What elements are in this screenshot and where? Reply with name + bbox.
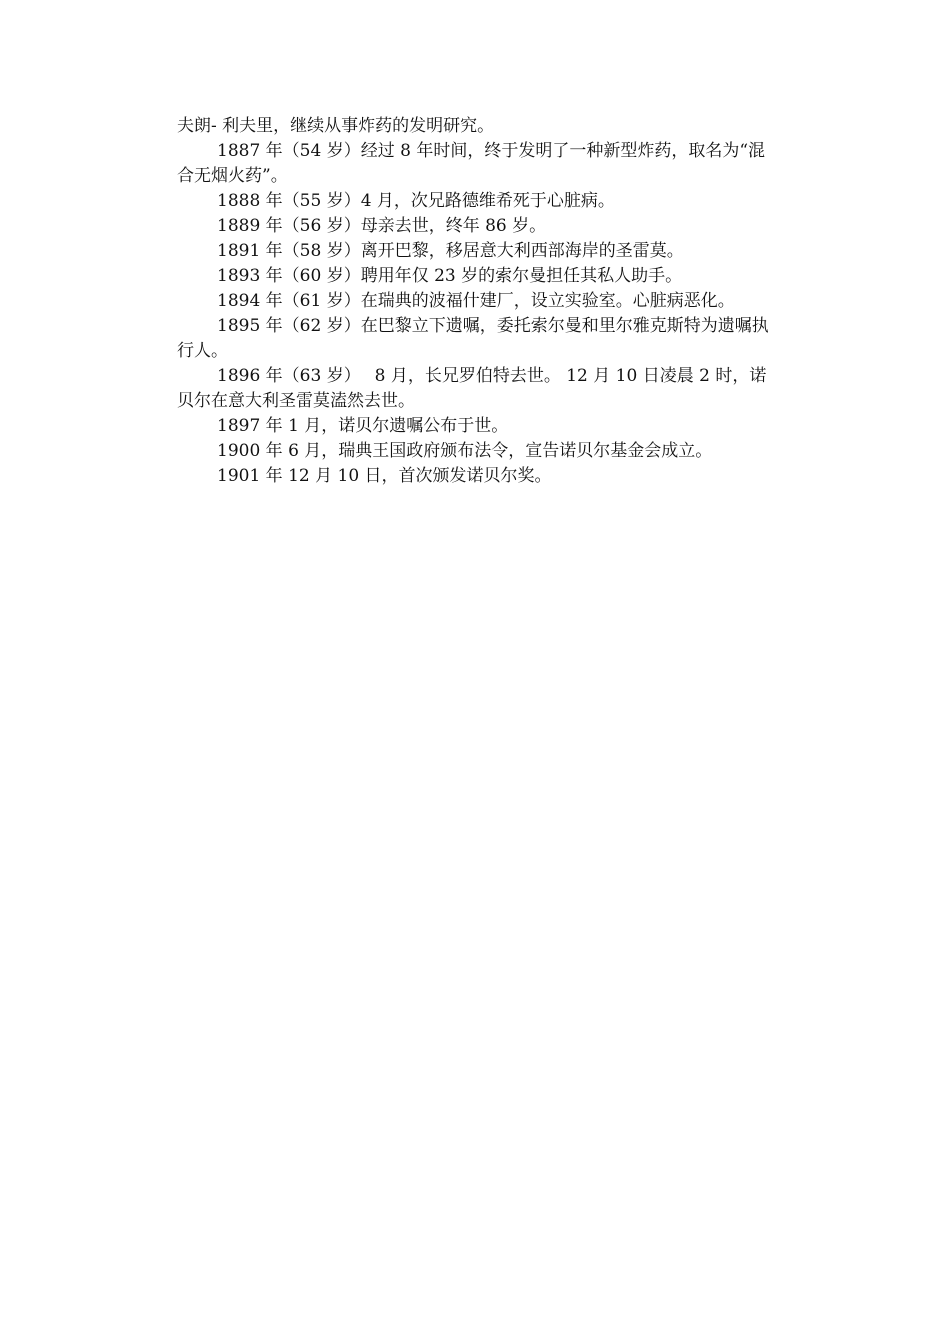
timeline-entry-1887: 1887 年（54 岁）经过 8 年时间，终于发明了一种新型炸药，取名为“混合无烟火药”。 [177, 141, 766, 186]
timeline-entry-1888: 1888 年（55 岁）4 月，次兄路德维希死于心脏病。 [217, 191, 615, 211]
paragraph-continuation: 夫朗- 利夫里，继续从事炸药的发明研究。 [177, 116, 495, 136]
document-body [177, 114, 777, 489]
timeline-entry-1897: 1897 年 1 月，诺贝尔遗嘱公布于世。 [217, 416, 509, 436]
timeline-entry-1894: 1894 年（61 岁）在瑞典的波福什建厂，设立实验室。心脏病恶化。 [217, 291, 735, 311]
timeline-entry-1889: 1889 年（56 岁）母亲去世，终年 86 岁。 [217, 216, 547, 236]
timeline-entry-1901: 1901 年 12 月 10 日，首次颁发诺贝尔奖。 [217, 466, 552, 486]
timeline-entry-1893: 1893 年（60 岁）聘用年仅 23 岁的索尔曼担任其私人助手。 [217, 266, 683, 286]
timeline-entry-1896: 1896 年（63 岁） 8 月，长兄罗伯特去世。 12 月 10 日凌晨 2 时，诺贝尔在意大利圣雷莫溘然去世。 [177, 366, 767, 411]
timeline-entry-1900: 1900 年 6 月，瑞典王国政府颁布法令，宣告诺贝尔基金会成立。 [217, 441, 713, 461]
timeline-entry-1891: 1891 年（58 岁）离开巴黎，移居意大利西部海岸的圣雷莫。 [217, 241, 684, 261]
timeline-entry-1895: 1895 年（62 岁）在巴黎立下遗嘱，委托索尔曼和里尔雅克斯特为遗嘱执行人。 [177, 316, 769, 361]
